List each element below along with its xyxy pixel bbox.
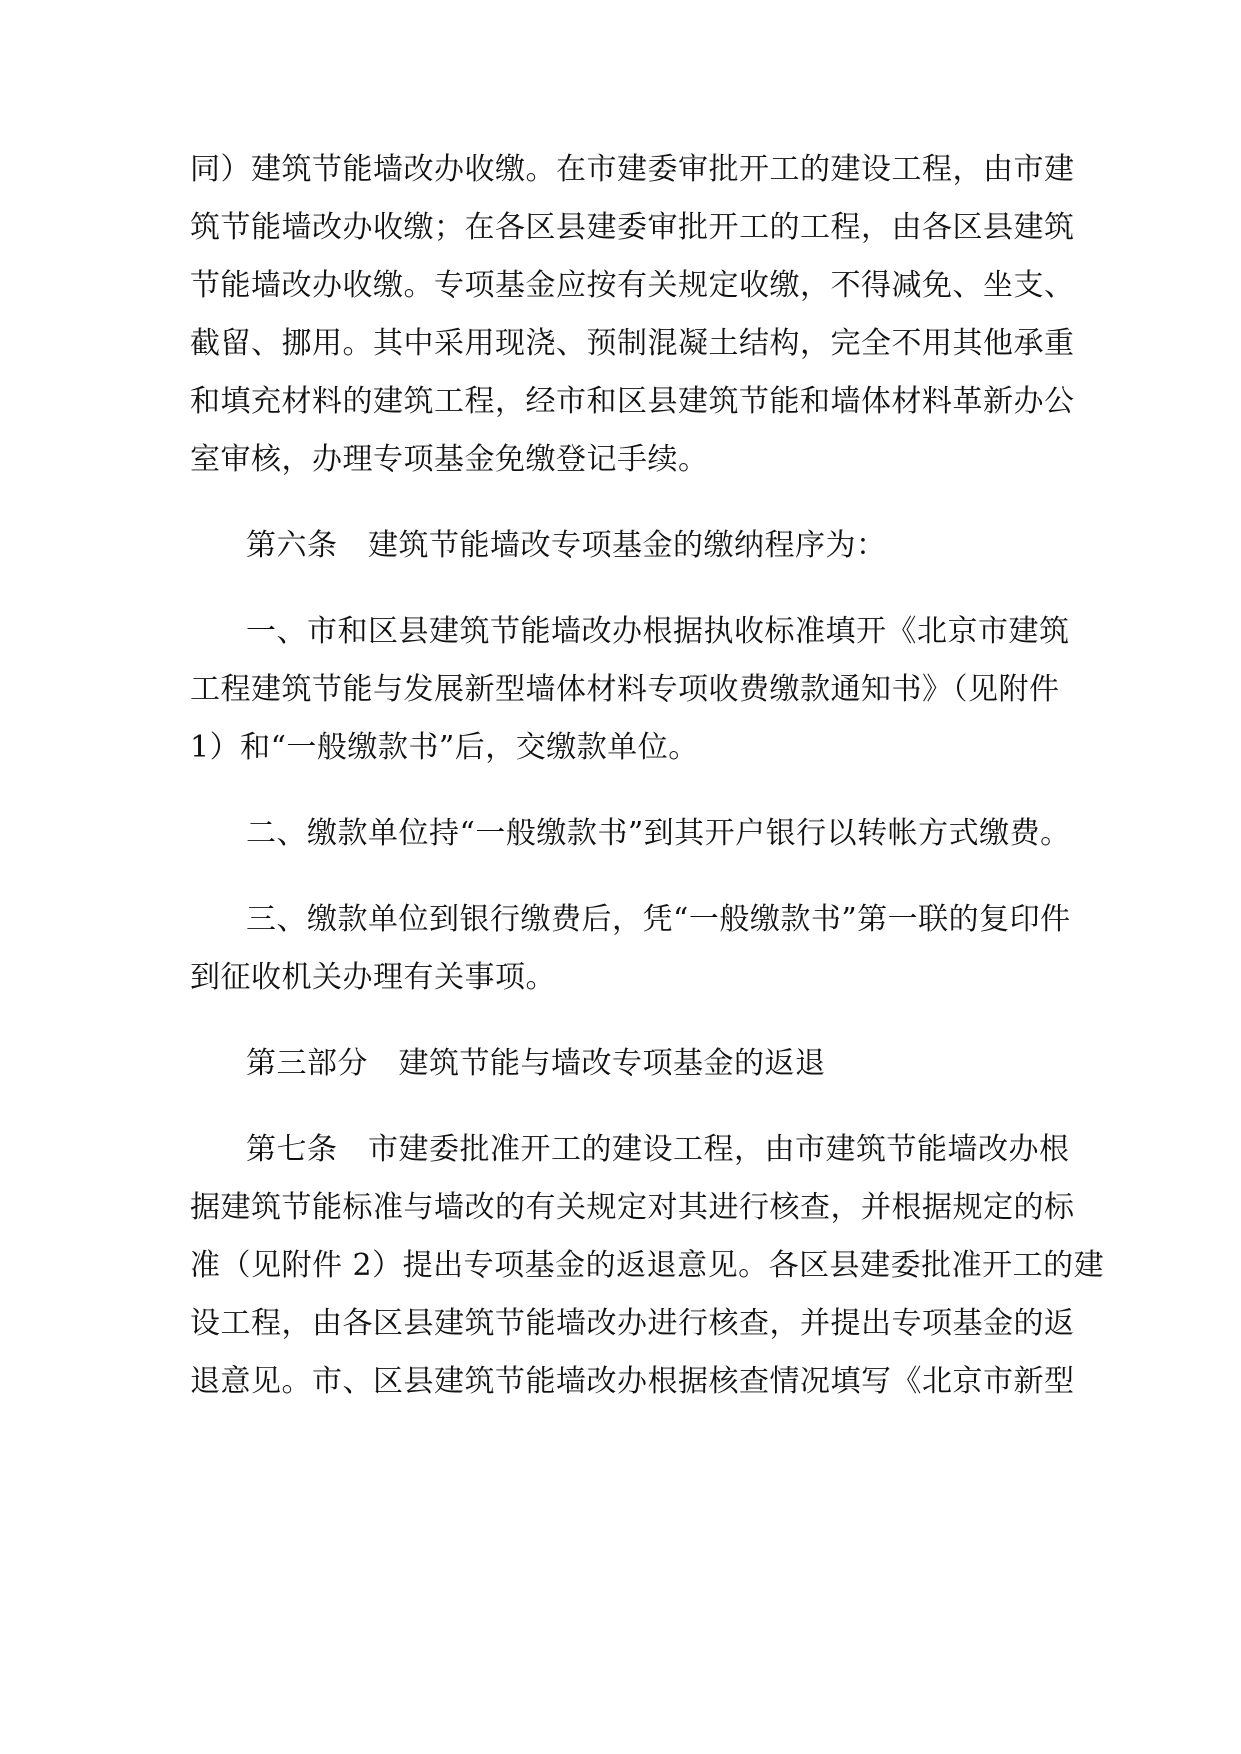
text-line: 1）和“一般缴款书”后，交缴款单位。 [190,730,699,765]
text-line: 同）建筑节能墙改办收缴。在市建委审批开工的建设工程，由市建 [190,152,1075,187]
text-line: 三、缴款单位到银行缴费后，凭“一般缴款书”第一联的复印件 [246,902,1071,937]
text-line: 筑节能墙改办收缴；在各区县建委审批开工的工程，由各区县建筑 [190,210,1075,245]
text-line: 一、市和区县建筑节能墙改办根据执收标准填开《北京市建筑 [246,614,1070,649]
text-line: 准（见附件 2）提出专项基金的返退意见。各区县建委批准开工的建 [190,1248,1105,1283]
text-line: 节能墙改办收缴。专项基金应按有关规定收缴，不得减免、坐支、 [190,268,1075,303]
section-heading: 第三部分 建筑节能与墙改专项基金的返退 [246,1046,826,1081]
text-line: 到征收机关办理有关事项。 [190,960,556,995]
text-line: 据建筑节能标准与墙改的有关规定对其进行核查，并根据规定的标 [190,1190,1075,1225]
article-heading: 第六条 建筑节能墙改专项基金的缴纳程序为： [246,528,887,563]
text-line: 和填充材料的建筑工程，经市和区县建筑节能和墙体材料革新办公 [190,384,1075,419]
text-line: 截留、挪用。其中采用现浇、预制混凝土结构，完全不用其他承重 [190,326,1075,361]
article-heading: 第七条 市建委批准开工的建设工程，由市建筑节能墙改办根 [246,1132,1070,1167]
text-line: 室审核，办理专项基金免缴登记手续。 [190,442,709,477]
text-line: 退意见。市、区县建筑节能墙改办根据核查情况填写《北京市新型 [190,1364,1075,1399]
text-line: 设工程，由各区县建筑节能墙改办进行核查，并提出专项基金的返 [190,1306,1075,1341]
text-line: 二、缴款单位持“一般缴款书”到其开户银行以转帐方式缴费。 [246,816,1071,851]
text-line: 工程建筑节能与发展新型墙体材料专项收费缴款通知书》（见附件 [190,672,1060,707]
